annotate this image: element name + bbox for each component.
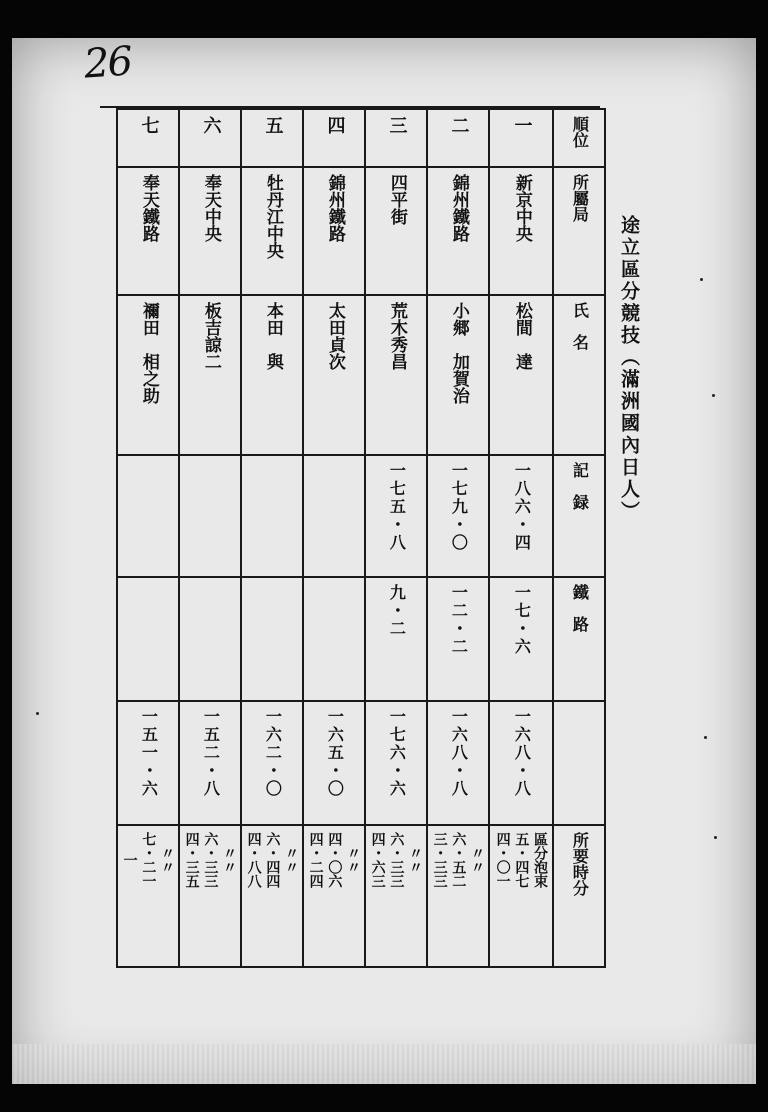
- name-value: 禰田 相之助: [138, 302, 159, 404]
- cell-rank: [489, 109, 553, 167]
- cell-record: [303, 455, 365, 577]
- time-b: 四・二四: [307, 832, 324, 888]
- cell-name: [179, 295, 241, 455]
- time-label: 〃〃: [469, 846, 486, 874]
- record-value: 一七五・八: [387, 462, 407, 552]
- cell-affiliation: [427, 167, 489, 295]
- name-value: 小郷 加賀治: [448, 302, 469, 404]
- cell-name: [365, 295, 427, 455]
- split-row: [117, 701, 605, 825]
- cell-name: [241, 295, 303, 455]
- time-b: 四・六三: [369, 832, 386, 888]
- split-value: 一六八・八: [449, 708, 469, 798]
- cell-record: [489, 455, 553, 577]
- time-label: 〃〃: [159, 846, 176, 874]
- record-value: 一八六・四: [512, 462, 532, 552]
- speck: [714, 836, 717, 839]
- affiliation-value: 四平街: [386, 174, 407, 225]
- time-label: 〃〃: [407, 846, 424, 874]
- affiliation-value: 新京中央: [511, 174, 532, 242]
- distance-value: 一七・六: [512, 584, 532, 656]
- name-value: 松間 達: [511, 302, 532, 370]
- cell-affiliation: [489, 167, 553, 295]
- time-b: 一: [121, 853, 138, 867]
- affiliation-row: [117, 167, 605, 295]
- time-b: 四・八八: [245, 832, 262, 888]
- cell-split: [365, 701, 427, 825]
- cell-split: [427, 701, 489, 825]
- time-row: [117, 825, 605, 967]
- name-row: [117, 295, 605, 455]
- time-b: 四・三五: [183, 832, 200, 888]
- affiliation-value: 錦州鐵路: [448, 174, 469, 242]
- header-label: 記 録: [570, 462, 590, 510]
- cell-distance: [117, 577, 179, 701]
- speck: [36, 712, 39, 715]
- time-a: 七・二一: [140, 832, 157, 888]
- cell-distance: [365, 577, 427, 701]
- name-value: 太田貞次: [324, 302, 345, 370]
- document-title: 途立區分競技（滿洲國內日人）: [618, 215, 640, 523]
- cell-rank: [241, 109, 303, 167]
- cell-time: [117, 825, 179, 967]
- cell-rank: [365, 109, 427, 167]
- cell-record: [117, 455, 179, 577]
- cell-time: [179, 825, 241, 967]
- affiliation-value: 牡丹江中央: [262, 174, 283, 259]
- header-time: [553, 825, 605, 967]
- cell-name: [303, 295, 365, 455]
- cell-time: [365, 825, 427, 967]
- cell-time: [489, 825, 553, 967]
- cell-record: [427, 455, 489, 577]
- time-a: 四・〇六: [326, 832, 343, 888]
- results-table: [116, 108, 606, 968]
- rank-row: [117, 109, 605, 167]
- time-label: 區分泡束: [532, 832, 549, 888]
- cell-distance: [179, 577, 241, 701]
- cell-affiliation: [241, 167, 303, 295]
- speck: [712, 394, 715, 397]
- name-value: 板吉諒二: [200, 302, 221, 370]
- cell-distance: [241, 577, 303, 701]
- cell-rank: [117, 109, 179, 167]
- split-value: 一六二・〇: [263, 708, 283, 798]
- cell-distance: [427, 577, 489, 701]
- affiliation-value: 奉天鐵路: [138, 174, 159, 242]
- cell-rank: [303, 109, 365, 167]
- distance-value: 九・二: [387, 584, 407, 638]
- header-label: 所要時分: [570, 832, 590, 896]
- distance-row: [117, 577, 605, 701]
- cell-name: [427, 295, 489, 455]
- cell-distance: [489, 577, 553, 701]
- cell-name: [489, 295, 553, 455]
- cell-split: [489, 701, 553, 825]
- affiliation-value: 奉天中央: [200, 174, 221, 242]
- split-value: 一六五・〇: [325, 708, 345, 798]
- cell-rank: [427, 109, 489, 167]
- time-a: 六・四四: [264, 832, 281, 888]
- header-rank: [553, 109, 605, 167]
- time-a: 六・三三: [388, 832, 405, 888]
- cell-affiliation: [179, 167, 241, 295]
- header-name: [553, 295, 605, 455]
- header-affiliation: [553, 167, 605, 295]
- header-record: [553, 455, 605, 577]
- time-label: 〃〃: [283, 846, 300, 874]
- cell-affiliation: [303, 167, 365, 295]
- time-a: 六・三三: [202, 832, 219, 888]
- rank-value: 三: [386, 116, 408, 134]
- time-b: 三・三三: [431, 832, 448, 888]
- cell-rank: [179, 109, 241, 167]
- cell-name: [117, 295, 179, 455]
- cell-time: [427, 825, 489, 967]
- cell-record: [179, 455, 241, 577]
- time-label: 〃〃: [221, 846, 238, 874]
- rank-value: 一: [511, 116, 533, 134]
- cell-split: [117, 701, 179, 825]
- cell-distance: [303, 577, 365, 701]
- header-label: 鐵 路: [570, 584, 590, 632]
- cell-record: [365, 455, 427, 577]
- rank-value: 四: [324, 116, 346, 134]
- cell-affiliation: [117, 167, 179, 295]
- cell-split: [241, 701, 303, 825]
- cell-split: [179, 701, 241, 825]
- rank-value: 五: [262, 116, 284, 134]
- time-a: 六・五二: [450, 832, 467, 888]
- cell-affiliation: [365, 167, 427, 295]
- header-label: 順位: [570, 116, 590, 148]
- record-value: 一七九・〇: [449, 462, 469, 552]
- name-value: 荒木秀昌: [386, 302, 407, 370]
- header-distance: [553, 577, 605, 701]
- cell-time: [303, 825, 365, 967]
- affiliation-value: 錦州鐵路: [324, 174, 345, 242]
- split-value: 一六八・八: [512, 708, 532, 798]
- speck: [704, 736, 707, 739]
- rank-value: 七: [138, 116, 160, 134]
- time-label: 〃〃: [345, 846, 362, 874]
- page-number: 26: [82, 38, 133, 88]
- cell-record: [241, 455, 303, 577]
- header-label: 所屬局: [570, 174, 590, 222]
- distance-value: 一二・二: [449, 584, 469, 656]
- split-value: 一七六・六: [387, 708, 407, 798]
- record-row: [117, 455, 605, 577]
- speck: [700, 278, 703, 281]
- rank-value: 六: [200, 116, 222, 134]
- name-value: 本田 與: [262, 302, 283, 370]
- split-value: 一五一・六: [139, 708, 159, 798]
- time-a: 五・四七: [513, 832, 530, 888]
- cell-time: [241, 825, 303, 967]
- header-label: 氏 名: [570, 302, 590, 350]
- header-split: [553, 701, 605, 825]
- time-b: 四・〇一: [494, 832, 511, 888]
- split-value: 一五二・八: [201, 708, 221, 798]
- rank-value: 二: [448, 116, 470, 134]
- cell-split: [303, 701, 365, 825]
